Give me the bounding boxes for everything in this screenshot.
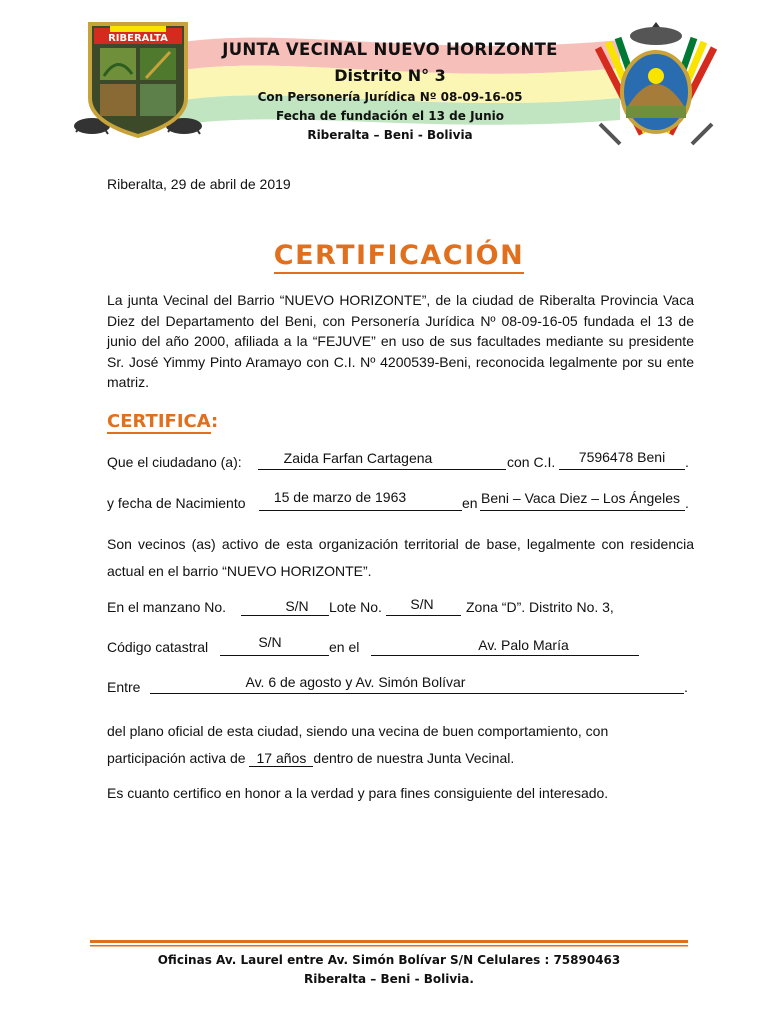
- bolivia-coat-of-arms: [586, 14, 726, 156]
- field-participation-years: 17 años: [249, 750, 313, 767]
- zona-text: Zona “D”. Distrito No. 3,: [466, 599, 614, 615]
- label-nacimiento: y fecha de Nacimiento: [107, 495, 246, 511]
- section-heading-certifica: CERTIFICA:: [107, 411, 219, 432]
- organization-title: JUNTA VECINAL NUEVO HORIZONTE: [222, 40, 558, 59]
- label-manzano: En el manzano No.: [107, 599, 227, 615]
- field-catastral: S/N: [258, 634, 282, 650]
- district-number: Distrito N° 3: [334, 66, 446, 85]
- logo-text: RIBERALTA: [108, 33, 168, 44]
- document-title: CERTIFICACIÓN: [0, 240, 768, 271]
- letterhead: [0, 0, 768, 160]
- label-catastral: Código catastral: [107, 639, 209, 655]
- punctuation-entre: .: [684, 679, 688, 695]
- label-ci: con C.I.: [507, 454, 556, 470]
- punctuation-ci: .: [685, 454, 689, 470]
- letterhead-location: Riberalta – Beni - Bolivia: [307, 128, 473, 142]
- foundation-date: Fecha de fundación el 13 de Junio: [276, 109, 504, 123]
- conduct-paragraph: [107, 718, 694, 772]
- field-lote: S/N: [410, 596, 434, 612]
- field-birth-place: Beni – Vaca Diez – Los Ángeles: [481, 490, 680, 506]
- closing-statement: Es cuanto certifico en honor a la verdad y para fines consiguiente del interesado.: [107, 785, 609, 801]
- riberalta-shield-logo: [70, 18, 206, 144]
- footer-line-2: Riberalta – Beni - Bolivia.: [304, 972, 474, 986]
- label-entre: Entre: [107, 679, 141, 695]
- field-ciudadano-name: Zaida Farfan Cartagena: [283, 450, 433, 466]
- label-lote: Lote No.: [329, 599, 382, 615]
- field-ci-number: 7596478 Beni: [578, 449, 666, 465]
- intro-paragraph: La junta Vecinal del Barrio “NUEVO HORIZONTE”, de la ciudad de Riberalta Provincia Vaca Diez del Departamento del Beni, con Personería Jurídica Nº 08-09-16-05 fundada el 13 de junio del año 2000, afiliada a la “FEJUVE” en uso de sus facultades mediante su presidente Sr. José Yimmy Pinto Aramayo con C.I. Nº 4200539-Beni, reconocida legalmente por su ente matriz.: [107, 292, 694, 390]
- field-avenue: Av. Palo María: [478, 637, 569, 653]
- footer-address: [90, 951, 688, 989]
- punctuation-lugar: .: [685, 495, 689, 511]
- label-en-el: en el: [329, 639, 360, 655]
- field-entre-streets: Av. 6 de agosto y Av. Simón Bolívar: [245, 674, 466, 690]
- conduct-line-2: participación activa de 17 años dentro de nuestra Junta Vecinal.: [107, 750, 515, 766]
- field-birth-date: 15 de marzo de 1963: [273, 489, 407, 505]
- footer-line-1: Oficinas Av. Laurel entre Av. Simón Bolívar S/N Celulares : 75890463: [157, 953, 621, 967]
- label-en: en: [462, 495, 478, 511]
- footer-divider: [90, 940, 688, 948]
- residency-paragraph: Son vecinos (as) activo de esta organización territorial de base, legalmente con residencia actual en el barrio “NUEVO HORIZONTE”.: [107, 536, 694, 579]
- conduct-line-1: del plano oficial de esta ciudad, siendo una vecina de buen comportamiento, con: [107, 723, 609, 739]
- label-ciudadano: Que el ciudadano (a):: [107, 454, 242, 470]
- document-date: Riberalta, 29 de abril de 2019: [107, 176, 291, 192]
- letterhead-text: [190, 40, 590, 142]
- legal-registration: Con Personería Jurídica Nº 08-09-16-05: [257, 90, 523, 104]
- field-manzano: S/N: [285, 598, 309, 614]
